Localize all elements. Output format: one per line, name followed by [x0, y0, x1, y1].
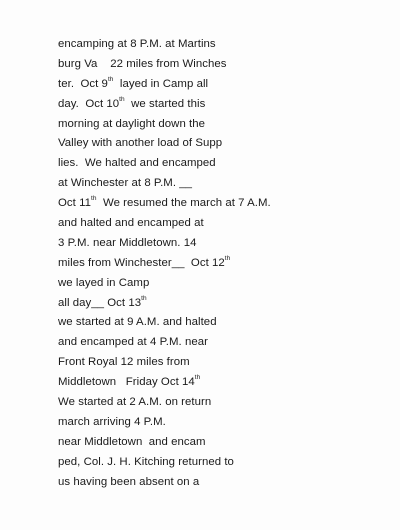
text-line [58, 194, 378, 214]
text-line [58, 174, 378, 194]
line-text: we started this [124, 97, 206, 110]
line-text: ped, Col. J. H. Kitching returned to [58, 455, 234, 468]
line-text: We started at 2 A.M. on return [58, 396, 212, 409]
text-line [58, 154, 378, 174]
line-text: layed in Camp all [113, 77, 209, 90]
ordinal-superscript: th [194, 374, 201, 382]
text-line [58, 274, 378, 294]
line-text: Middletown Friday Oct 14 [58, 376, 195, 389]
text-line [58, 413, 378, 433]
text-line [58, 453, 378, 473]
line-text: lies. We halted and encamped [58, 157, 216, 170]
line-text: Valley with another load of Supp [58, 137, 223, 150]
line-text: near Middletown and encam [58, 435, 206, 448]
line-text: day. Oct 10 [58, 97, 120, 110]
ordinal-superscript: th [224, 255, 231, 262]
text-line [58, 473, 378, 493]
ordinal-superscript: th [91, 195, 97, 203]
line-text: miles from Winchester__ Oct 12 [58, 256, 225, 269]
ordinal-superscript: th [119, 95, 125, 103]
text-line [58, 313, 378, 333]
line-text: us having been absent on a [58, 475, 200, 488]
text-line [58, 373, 378, 393]
line-text: we layed in Camp [58, 276, 150, 289]
line-text: Oct 11 [58, 197, 92, 210]
line-text: and encamped at 4 P.M. near [58, 336, 208, 349]
text-line [58, 95, 378, 115]
text-line [58, 55, 378, 75]
text-line [58, 115, 378, 135]
line-text: Front Royal 12 miles from [58, 356, 190, 369]
text-line [58, 393, 378, 413]
line-text: march arriving 4 P.M. [58, 415, 166, 428]
line-text: all day__ Oct 13 [58, 296, 142, 309]
line-text: 3 P.M. near Middletown. 14 [58, 236, 197, 249]
text-line [58, 353, 378, 373]
text-line [58, 134, 378, 154]
line-text: We resumed the march at 7 A.M. [96, 197, 271, 210]
text-line [58, 294, 378, 314]
line-text: burg Va 22 miles from Winches [58, 57, 227, 70]
text-line [58, 433, 378, 453]
line-text: morning at daylight down the [58, 117, 206, 130]
ordinal-superscript: th [141, 294, 147, 302]
text-line [58, 333, 378, 353]
line-text: and halted and encamped at [58, 217, 204, 230]
line-text: at Winchester at 8 P.M. __ [58, 177, 193, 190]
line-text: encamping at 8 P.M. at Martins [58, 38, 216, 50]
transcription-text [58, 35, 378, 492]
ordinal-superscript: th [107, 75, 114, 83]
line-text: we started at 9 A.M. and halted [58, 316, 217, 329]
text-line [58, 234, 378, 254]
text-line [58, 75, 378, 95]
line-text: ter. Oct 9 [58, 77, 108, 90]
text-line [58, 214, 378, 234]
text-line [58, 35, 378, 55]
text-line [58, 254, 378, 274]
